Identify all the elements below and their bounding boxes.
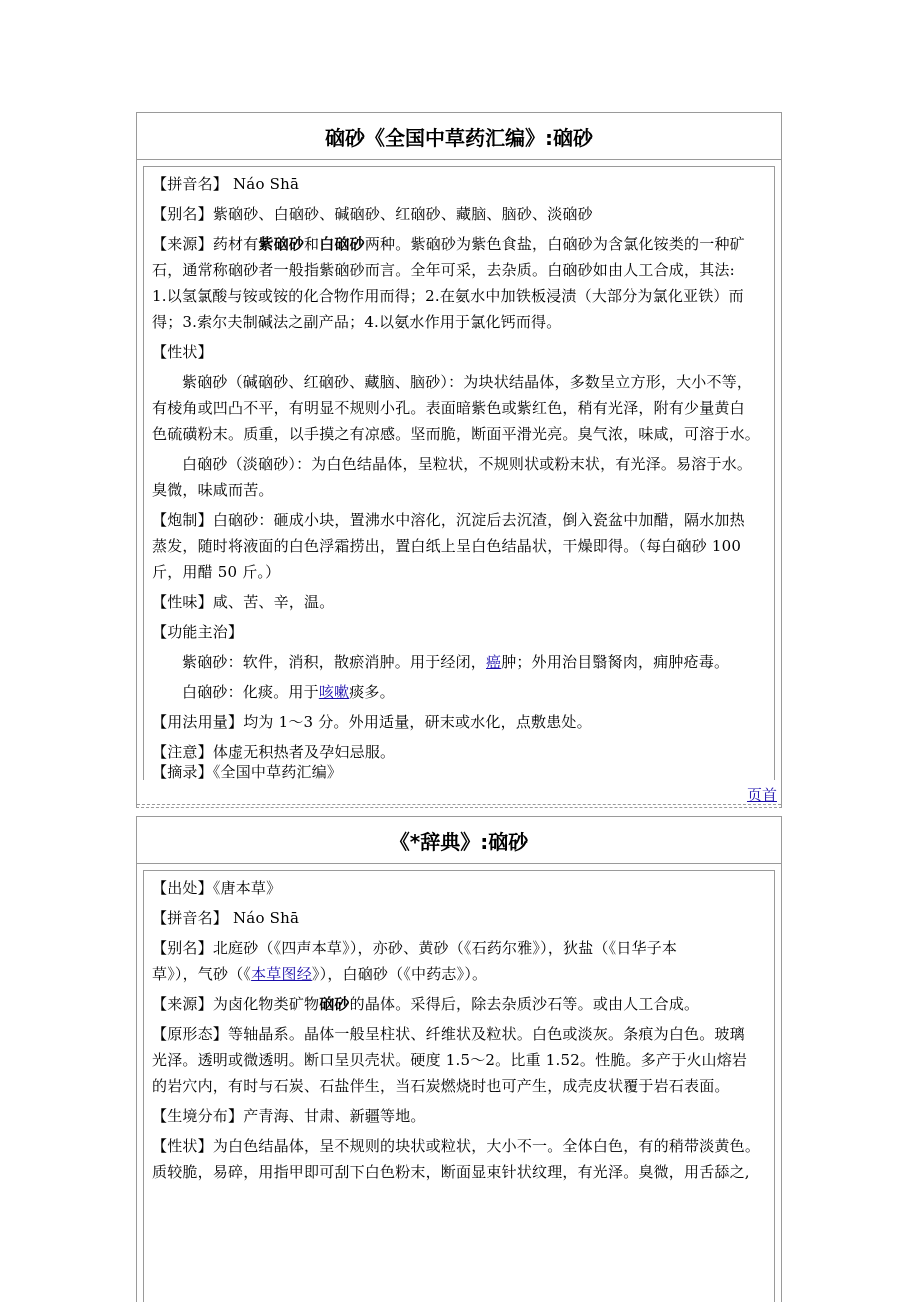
cough-link[interactable]: 咳嗽	[318, 683, 350, 701]
section1-body	[136, 160, 782, 780]
paozhi-label: 【炮制】	[152, 511, 213, 529]
shengjing-value: 产青海、甘肃、新疆等地。	[243, 1107, 426, 1125]
source-row-4: 得；3.索尔夫制碱法之副产品；4.以氨水作用于氯化钙而得。	[152, 313, 562, 331]
source2-text-c: 的晶体。采得后，除去杂质沙石等。或由人工合成。	[349, 995, 700, 1013]
alias2-text-2b: 》），白硇砂（《中药志》）。	[311, 965, 488, 983]
xingzhuang-line-3: 色硫磺粉末。质重，以手摸之有凉感。坚而脆，断面平滑光亮。臭气浓，味咸，可溶于水。	[152, 425, 761, 443]
chuchu-label: 【出处】	[152, 879, 213, 897]
gongneng-text-2b: 痰多。	[349, 683, 395, 701]
pinyin2-label: 【拼音名】	[152, 909, 229, 927]
xingwei-value: 咸、苦、辛，温。	[212, 593, 335, 611]
pinyin-value: Náo Shā	[232, 175, 300, 193]
cancer-link[interactable]: 癌	[486, 653, 502, 671]
nav-bar	[136, 780, 782, 808]
yuanxingtai-text-1: 等轴晶系。晶体一般呈柱状、纤维状及粒状。白色或淡灰。条痕为白色。玻璃	[228, 1025, 745, 1043]
gongneng-text-2a: 白硇砂：化痰。用于	[182, 683, 319, 701]
xingzhuang2-label: 【性状】	[152, 1137, 213, 1155]
zhailu-label: 【摘录】	[152, 763, 213, 781]
yongfa-row	[152, 709, 768, 735]
alias-label: 【别名】	[152, 205, 213, 223]
alias-row	[152, 201, 768, 227]
yuanxingtai-label: 【原形态】	[152, 1025, 229, 1043]
shengjing-label: 【生境分布】	[152, 1107, 244, 1125]
alias2-text-1: 北庭砂（《四声本草》），亦砂、黄砂（《石药尔雅》），狄盐（《日华子本	[212, 939, 678, 957]
gongneng-line-1	[182, 649, 768, 675]
source-and: 和	[304, 235, 320, 253]
chuchu-row	[152, 875, 768, 901]
xingwei-label: 【性味】	[152, 593, 213, 611]
yuanxingtai-row-2: 光泽。透明或微透明。断口呈贝壳状。硬度 1.5～2。比重 1.52。性脆。多产于火山熔岩	[152, 1051, 748, 1069]
source-row-2: 石，通常称硇砂者一般指紫硇砂而言。全年可采，去杂质。白硇砂如由人工合成，其法:	[152, 261, 735, 279]
section1-inner	[143, 166, 775, 780]
yongfa-value: 均为 1～3 分。外用适量，研末或水化，点敷患处。	[243, 713, 592, 731]
xingzhuang2-text-1: 为白色结晶体，呈不规则的块状或粒状，大小不一。全体白色，有的稍带淡黄色。	[212, 1137, 761, 1155]
alias2-row-1	[152, 935, 768, 961]
source2-row	[152, 991, 768, 1017]
bencao-tujing-link[interactable]: 本草图经	[251, 965, 312, 983]
source2-text-a: 为卤化物类矿物	[212, 995, 320, 1013]
xingzhuang-line-4: 白硇砂（淡硇砂）：为白色结晶体，呈粒状，不规则状或粉末状，有光泽。易溶于水。	[182, 455, 753, 473]
zhuyi-value: 体虚无积热者及孕妇忌服。	[212, 743, 396, 761]
yongfa-label: 【用法用量】	[152, 713, 244, 731]
xingzhuang-line-2: 有棱角或凹凸不平，有明显不规则小孔。表面暗紫色或紫红色，稍有光泽，附有少量黄白	[152, 399, 745, 417]
paozhi-row-3: 斤，用醋 50 斤。）	[152, 563, 281, 581]
section2-inner	[143, 870, 775, 1302]
source-bold-1: 紫硇砂	[258, 235, 305, 253]
gongneng-label: 【功能主治】	[152, 623, 244, 641]
source-label: 【来源】	[152, 235, 213, 253]
xingzhuang-line-5: 臭微，味咸而苦。	[152, 481, 274, 499]
pinyin-label: 【拼音名】	[152, 175, 229, 193]
zhailu-value: 《全国中草药汇编》	[212, 763, 343, 781]
xingwei-row	[152, 589, 768, 615]
pinyin-row	[152, 171, 768, 197]
source-bold-2: 白硇砂	[319, 235, 365, 253]
pinyin2-value: Náo Shā	[232, 909, 300, 927]
source-row-3: 1.以氢氯酸与铵或铵的化合物作用而得；2.在氨水中加铁板浸渍（大部分为氯化亚铁）而	[152, 287, 744, 305]
chuchu-value: 《唐本草》	[212, 879, 282, 897]
alias2-label: 【别名】	[152, 939, 213, 957]
source2-bold: 硇砂	[319, 995, 350, 1013]
gongneng-text-1b: 肿；外用治目翳胬肉，痈肿疮毒。	[501, 653, 730, 671]
yuanxingtai-row-1	[152, 1021, 768, 1047]
shengjing-row	[152, 1103, 768, 1129]
source-row-1	[152, 231, 768, 257]
top-of-page-link[interactable]: 页首	[746, 786, 777, 804]
alias2-text-2a: 草》），气砂（《	[152, 965, 252, 983]
gongneng-text-1a: 紫硇砂：软件，消积，散瘀消肿。用于经闭，	[182, 653, 487, 671]
source2-label: 【来源】	[152, 995, 213, 1013]
section2-body	[136, 864, 782, 1302]
xingzhuang-label: 【性状】	[152, 343, 213, 361]
alias-value: 紫硇砂、白硇砂、碱硇砂、红硇砂、藏脑、脑砂、淡硇砂	[212, 205, 593, 223]
yuanxingtai-row-3: 的岩穴内，有时与石炭、石盐伴生，当石炭燃烧时也可产生，成壳皮状覆于岩石表面。	[152, 1077, 730, 1095]
section1-title: 硇砂《全国中草药汇编》:硇砂	[136, 112, 782, 160]
source-text-c: 两种。紫硇砂为紫色食盐，白硇砂为含氯化铵类的一种矿	[364, 235, 745, 253]
xingzhuang2-row-1	[152, 1133, 768, 1159]
alias2-row-2	[152, 961, 768, 987]
paozhi-row-1	[152, 507, 768, 533]
pinyin2-row	[152, 905, 768, 931]
gongneng-line-2	[182, 679, 768, 705]
xingzhuang-line-1: 紫硇砂（碱硇砂、红硇砂、藏脑、脑砂）：为块状结晶体，多数呈立方形，大小不等，	[182, 373, 753, 391]
section2-title: 《*辞典》:硇砂	[136, 816, 782, 864]
source-text-a: 药材有	[212, 235, 259, 253]
paozhi-row-2: 蒸发，随时将液面的白色浮霜捞出，置白纸上呈白色结晶状，干燥即得。（每白硇砂 100	[152, 537, 742, 555]
zhuyi-label: 【注意】	[152, 743, 213, 761]
xingzhuang2-row-2: 质较脆，易碎，用指甲即可刮下白色粉末，断面显束针状纹理，有光泽。臭微，用舌舔之,	[152, 1163, 750, 1181]
nav-divider	[137, 804, 781, 805]
paozhi-text-1: 白硇砂：砸成小块，置沸水中溶化，沉淀后去沉渣，倒入瓷盆中加醋，隔水加热	[212, 511, 745, 529]
